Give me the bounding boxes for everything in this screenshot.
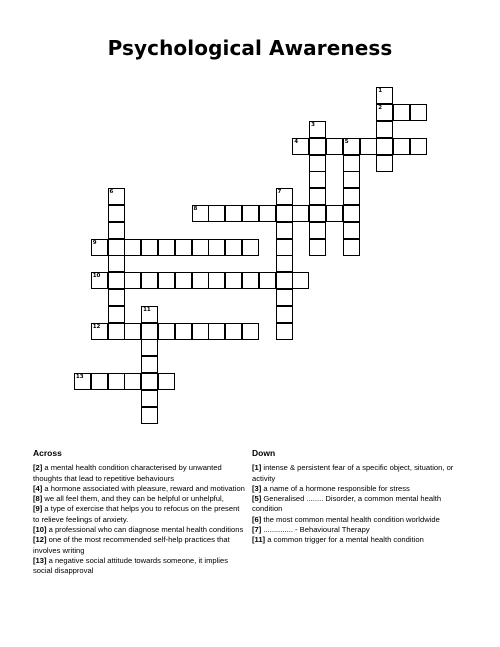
- grid-cell[interactable]: [343, 239, 360, 256]
- grid-cell[interactable]: [292, 205, 309, 222]
- grid-cell[interactable]: [208, 205, 225, 222]
- clue-item: [33, 484, 247, 494]
- grid-cell[interactable]: [192, 239, 209, 256]
- clue-text: a professional who can diagnose mental health conditions: [46, 525, 244, 535]
- down-heading: Down: [252, 448, 276, 458]
- grid-cell[interactable]: [292, 272, 309, 289]
- grid-cell[interactable]: [276, 323, 293, 340]
- grid-cell[interactable]: [242, 239, 259, 256]
- clue-item: [33, 535, 247, 556]
- grid-cell[interactable]: [208, 272, 225, 289]
- grid-cell[interactable]: [292, 138, 309, 155]
- grid-cell[interactable]: [309, 155, 326, 172]
- grid-cell[interactable]: [326, 138, 343, 155]
- clue-number-label: 13: [75, 373, 84, 380]
- clue-item: [33, 556, 247, 577]
- clue-number-label: 2: [378, 105, 383, 112]
- puzzle-title: Psychological Awareness: [107, 36, 393, 60]
- clue-number: [4]: [33, 483, 43, 493]
- grid-cell[interactable]: [192, 272, 209, 289]
- across-clues: [33, 448, 247, 577]
- grid-cell[interactable]: [225, 205, 242, 222]
- clue-number: [8]: [33, 494, 43, 504]
- grid-cell[interactable]: [276, 205, 293, 222]
- grid-cell[interactable]: [343, 155, 360, 172]
- grid-cell[interactable]: [276, 188, 293, 205]
- grid-cell[interactable]: [141, 306, 158, 323]
- clue-number-label: 12: [92, 323, 101, 330]
- grid-cell[interactable]: [192, 323, 209, 340]
- grid-cell[interactable]: [124, 239, 141, 256]
- clue-number: [1]: [252, 463, 262, 473]
- grid-cell[interactable]: [158, 239, 175, 256]
- grid-cell[interactable]: [108, 289, 125, 306]
- grid-cell[interactable]: [91, 272, 108, 289]
- clue-text: the most common mental health condition worldwide: [261, 514, 440, 524]
- down-clues: [252, 448, 466, 546]
- grid-cell[interactable]: [343, 222, 360, 239]
- grid-cell[interactable]: [158, 373, 175, 390]
- grid-cell[interactable]: [175, 323, 192, 340]
- clue-item: [33, 504, 247, 525]
- clue-item: [33, 463, 247, 484]
- clue-number: [13]: [33, 555, 47, 565]
- grid-cell[interactable]: [309, 121, 326, 138]
- across-heading: Across: [33, 448, 62, 458]
- grid-cell[interactable]: [276, 306, 293, 323]
- grid-cell[interactable]: [141, 390, 158, 407]
- clue-number-label: 5: [344, 138, 349, 145]
- grid-cell[interactable]: [175, 239, 192, 256]
- grid-cell[interactable]: [309, 171, 326, 188]
- grid-cell[interactable]: [343, 188, 360, 205]
- grid-cell[interactable]: [208, 323, 225, 340]
- grid-cell[interactable]: [410, 138, 427, 155]
- clue-number: [9]: [33, 504, 43, 514]
- grid-cell[interactable]: [343, 205, 360, 222]
- grid-cell[interactable]: [108, 272, 125, 289]
- grid-cell[interactable]: [343, 171, 360, 188]
- grid-cell[interactable]: [158, 272, 175, 289]
- grid-cell[interactable]: [242, 272, 259, 289]
- clue-text: .............. - Behavioural Therapy: [261, 525, 370, 535]
- grid-cell[interactable]: [108, 188, 125, 205]
- grid-cell[interactable]: [309, 222, 326, 239]
- clue-number: [2]: [33, 463, 43, 473]
- grid-cell[interactable]: [376, 121, 393, 138]
- grid-cell[interactable]: [276, 239, 293, 256]
- grid-cell[interactable]: [360, 138, 377, 155]
- grid-cell[interactable]: [225, 239, 242, 256]
- clue-item: [252, 494, 466, 515]
- grid-cell[interactable]: [141, 356, 158, 373]
- clue-number: [11]: [252, 535, 266, 545]
- clue-number-label: 7: [277, 189, 282, 196]
- clue-number: [5]: [252, 494, 262, 504]
- grid-cell[interactable]: [124, 323, 141, 340]
- grid-cell[interactable]: [91, 323, 108, 340]
- clue-number-label: 3: [311, 121, 315, 128]
- grid-cell[interactable]: [175, 272, 192, 289]
- clue-item: [33, 525, 247, 535]
- grid-cell[interactable]: [276, 222, 293, 239]
- grid-cell[interactable]: [141, 272, 158, 289]
- grid-cell[interactable]: [225, 323, 242, 340]
- grid-cell[interactable]: [259, 272, 276, 289]
- clue-number-label: 6: [109, 189, 114, 196]
- grid-cell[interactable]: [91, 373, 108, 390]
- clue-text: a mental health condition characterised by unwanted thoughts that lead to repetitive behaviours: [33, 463, 222, 483]
- clue-text: a type of exercise that helps you to refocus on the present to relieve feelings of anxiety.: [33, 504, 240, 524]
- clue-number-label: 11: [143, 306, 151, 313]
- grid-cell[interactable]: [141, 339, 158, 356]
- grid-cell[interactable]: [141, 323, 158, 340]
- grid-cell[interactable]: [141, 239, 158, 256]
- grid-cell[interactable]: [141, 373, 158, 390]
- clue-item: [252, 484, 466, 494]
- clue-text: one of the most recommended self-help practices that involves writing: [33, 535, 230, 555]
- grid-cell[interactable]: [276, 289, 293, 306]
- grid-cell[interactable]: [108, 222, 125, 239]
- grid-cell[interactable]: [309, 239, 326, 256]
- grid-cell[interactable]: [259, 205, 276, 222]
- clue-number: [6]: [252, 514, 262, 524]
- clue-number-label: 1: [378, 88, 383, 95]
- clue-number-label: 8: [193, 205, 198, 212]
- clue-number-label: 9: [92, 239, 97, 246]
- clue-number-label: 4: [294, 138, 299, 145]
- grid-cell[interactable]: [276, 272, 293, 289]
- clue-text: a negative social attitude towards someone, it implies social disapproval: [33, 555, 229, 576]
- grid-cell[interactable]: [376, 155, 393, 172]
- grid-cell[interactable]: [309, 188, 326, 205]
- grid-cell[interactable]: [158, 323, 175, 340]
- grid-cell[interactable]: [410, 104, 427, 121]
- grid-cell[interactable]: [326, 205, 343, 222]
- grid-cell[interactable]: [393, 138, 410, 155]
- grid-cell[interactable]: [108, 323, 125, 340]
- grid-cell[interactable]: [376, 104, 393, 121]
- grid-cell[interactable]: [376, 138, 393, 155]
- clue-number: [10]: [33, 525, 47, 535]
- grid-cell[interactable]: [309, 138, 326, 155]
- grid-cell[interactable]: [343, 138, 360, 155]
- clue-text: a common trigger for a mental health condition: [265, 535, 424, 545]
- clue-number: [3]: [252, 483, 262, 493]
- grid-cell[interactable]: [208, 239, 225, 256]
- clue-item: [33, 494, 247, 504]
- clue-item: [252, 515, 466, 525]
- grid-cell[interactable]: [192, 205, 209, 222]
- grid-cell[interactable]: [124, 373, 141, 390]
- grid-cell[interactable]: [108, 255, 125, 272]
- clue-item: [252, 535, 466, 545]
- grid-cell[interactable]: [141, 407, 158, 424]
- clue-number: [12]: [33, 535, 47, 545]
- grid-cell[interactable]: [108, 205, 125, 222]
- grid-cell[interactable]: [393, 104, 410, 121]
- grid-cell[interactable]: [108, 373, 125, 390]
- clue-number: [7]: [252, 525, 262, 535]
- grid-cell[interactable]: [225, 272, 242, 289]
- grid-cell[interactable]: [276, 255, 293, 272]
- clue-text: a hormone associated with pleasure, reward and motivation: [42, 483, 245, 493]
- grid-cell[interactable]: [108, 239, 125, 256]
- clue-item: [252, 463, 466, 484]
- clue-text: a name of a hormone responsible for stress: [261, 483, 410, 493]
- grid-cell[interactable]: [124, 272, 141, 289]
- clue-text: intense & persistent fear of a specific object, situation, or activity: [252, 463, 454, 483]
- grid-cell[interactable]: [242, 323, 259, 340]
- clue-number-label: 10: [92, 273, 101, 280]
- clue-item: [252, 525, 466, 535]
- clue-text: Generalised ........ Disorder, a common mental health condition: [252, 494, 442, 514]
- grid-cell[interactable]: [242, 205, 259, 222]
- grid-cell[interactable]: [108, 306, 125, 323]
- grid-cell[interactable]: [74, 373, 91, 390]
- grid-cell[interactable]: [376, 87, 393, 104]
- clue-text: we all feel them, and they can be helpful or unhelpful,: [42, 494, 224, 504]
- grid-cell[interactable]: [91, 239, 108, 256]
- grid-cell[interactable]: [309, 205, 326, 222]
